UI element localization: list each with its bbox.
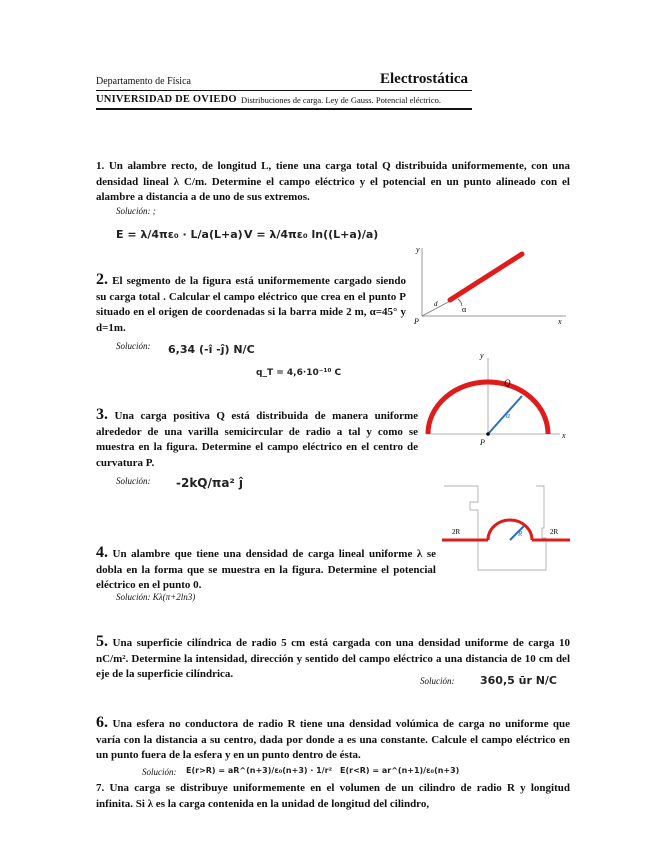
problem-text: El segmento de la figura está uniformemente cargado siendo su carga total . Calcular el campo eléctrico que crea en el punto P situado en el origen de coordenadas si la barra mide 2 m, α=45° y d=1m. — [96, 275, 406, 334]
axis-label-y: y — [416, 245, 420, 254]
center-label-p: P — [480, 438, 485, 447]
figure-bent-wire — [440, 484, 574, 574]
problem-4 — [96, 545, 436, 594]
problem-1 — [96, 159, 570, 206]
problem-number: 7. — [96, 782, 105, 794]
header-divider-top — [96, 90, 472, 91]
solution-label: Solución: — [116, 341, 151, 351]
header-subtitle: Distribuciones de carga. Ley de Gauss. Potencial eléctrico. — [241, 95, 441, 105]
handwritten-total-charge: q_T = 4,6·10⁻¹⁰ C — [256, 368, 342, 378]
problem-7 — [96, 781, 570, 812]
handwritten-solution-e: 360,5 ūr N/C — [480, 674, 558, 687]
figure-charged-segment — [414, 246, 574, 326]
point-label-p: P — [414, 317, 419, 326]
problem-text: Una superficie cilíndrica de radio 5 cm está cargada con una densidad uniforme de carga 10 nC/m². Determine la intensidad, dirección y sentido del campo eléctrico a una distancia de 10 cm del eje de la superficie cilíndrica. — [96, 637, 571, 680]
problem-number: 5. — [96, 633, 108, 650]
angle-label: α — [462, 305, 467, 314]
handwritten-solution-e-inside: E(r<R) = ar^(n+1)/ε₀(n+3) — [340, 766, 460, 775]
solution-label: Solución: — [116, 476, 151, 486]
distance-label: d — [434, 300, 438, 308]
problem-3 — [96, 407, 418, 471]
solution-label: Solución: Kλ(π+2ln3) — [116, 592, 196, 602]
handwritten-solution-v: V = λ/4πε₀ ln((L+a)/a) — [244, 228, 379, 241]
problem-text: Una esfera no conductora de radio R tiene una densidad volúmica de carga no uniforme que varía con la distancia a su centro, dada por donde a es una constante. Calcule el campo eléctrico en un punto fuera de la esfera y en un punto dentro de ésta. — [96, 718, 571, 761]
handwritten-solution-e: -2kQ/πa² ĵ — [176, 476, 244, 490]
radius-label: a — [506, 411, 510, 420]
department-label: Departamento de Física — [96, 76, 191, 87]
problem-text: Una carga se distribuye uniformemente en el volumen de un cilindro de radio R y longitud infinita. Si λ es la carga contenida en la unidad de longitud del cilindro, — [96, 782, 570, 810]
axis-label-x: x — [562, 431, 566, 440]
solution-label: Solución: — [142, 767, 177, 777]
axis-label-x: x — [558, 317, 562, 326]
handwritten-solution-e: 6,34 (-î -ĵ) N/C — [168, 343, 255, 356]
problem-text: Un alambre que tiene una densidad de carga lineal uniforme λ se dobla en la forma que se muestra en la figura. Determine el potencial eléctrico en el punto 0. — [96, 548, 436, 591]
axis-label-y: y — [480, 351, 484, 360]
problem-number: 1. — [96, 160, 105, 172]
problem-number: 3. — [96, 406, 108, 423]
problem-text: Una carga positiva Q está distribuida de manera uniforme alrededor de una varilla semicircular de radio a tal y como se muestra en la figura. Determine el campo eléctrico en el centro de curvatura P. — [96, 410, 418, 469]
charge-label-q: Q — [504, 378, 511, 388]
problem-text: Un alambre recto, de longitud L, tiene una carga total Q distribuida uniformemente, con una densidad lineal λ C/m. Determine el campo eléctrico y el potencial en un punto alineado con el alambre a distancia a de uno de sus extremos. — [96, 160, 571, 203]
solution-label: Solución: ; — [116, 206, 156, 216]
right-length-label: 2R — [550, 528, 559, 536]
problem-number: 2. — [96, 271, 108, 288]
problem-number: 6. — [96, 714, 108, 731]
figure-semicircle — [420, 351, 570, 447]
left-length-label: 2R — [452, 528, 461, 536]
problem-6 — [96, 715, 570, 764]
charged-rod — [450, 254, 522, 300]
radius-line — [488, 396, 522, 434]
handwritten-solution-e: E = λ/4πε₀ · L/a(L+a) — [116, 228, 243, 241]
solution-label: Solución: — [420, 676, 455, 686]
problem-2 — [96, 272, 406, 336]
wire-arc — [488, 520, 532, 540]
topic-title: Electrostática — [380, 71, 469, 87]
handwritten-solution-e-outside: E(r>R) = aR^(n+3)/ε₀(n+3) · 1/r² — [186, 766, 333, 775]
header-divider-bottom — [96, 108, 472, 110]
university-label: UNIVERSIDAD DE OVIEDO — [96, 94, 237, 105]
radius-label: R — [518, 530, 523, 538]
problem-number: 4. — [96, 544, 108, 561]
